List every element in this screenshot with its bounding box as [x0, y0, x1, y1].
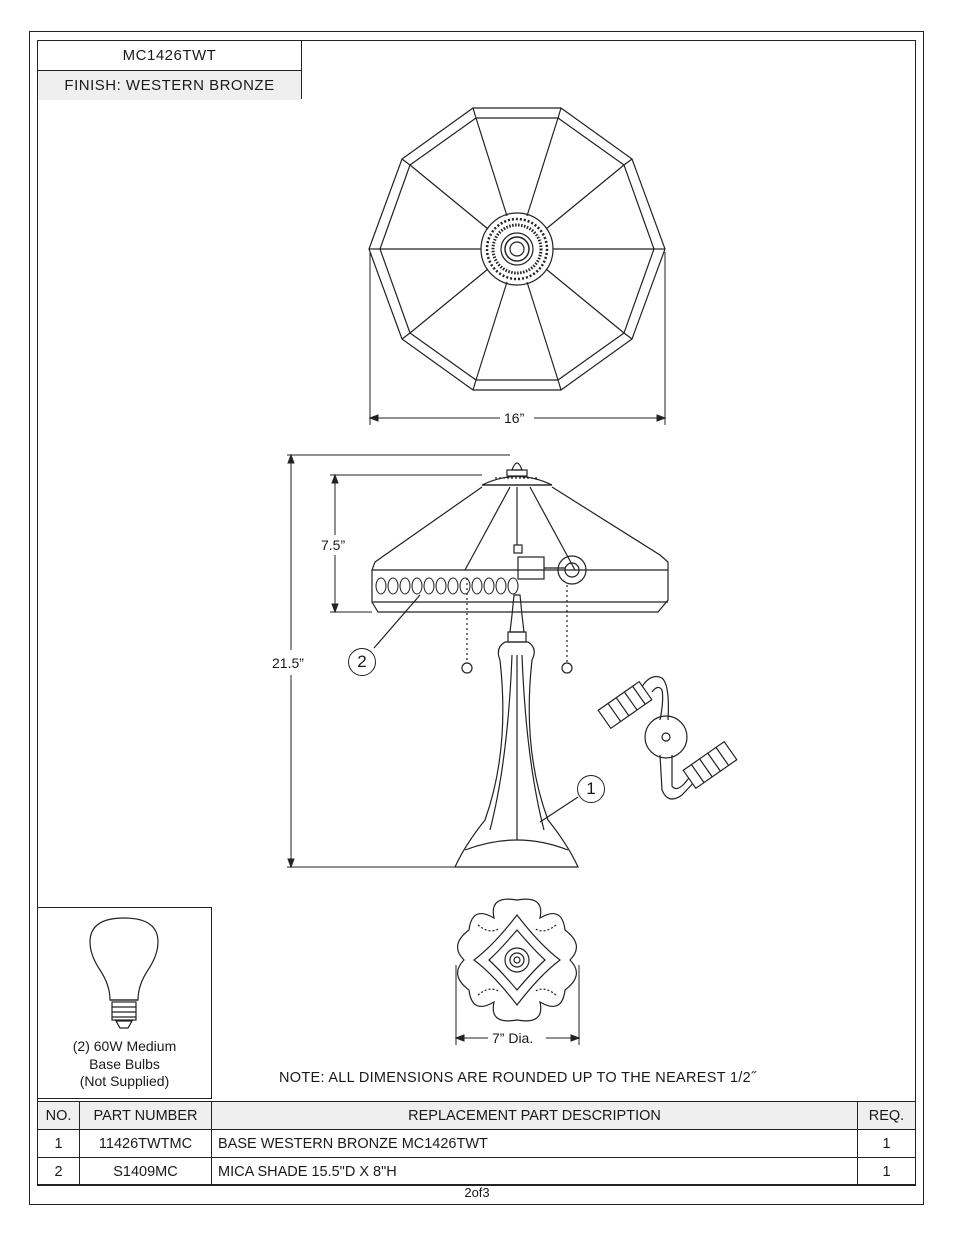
lamp-side-view: [372, 463, 668, 867]
overall-height-label: 21.5”: [272, 655, 304, 671]
shade-height-label: 7.5”: [321, 537, 346, 553]
finish-label: FINISH: WESTERN BRONZE: [38, 71, 301, 100]
socket-cluster: [598, 677, 737, 800]
width-dimension-line: [370, 252, 665, 425]
header-req: REQ.: [858, 1102, 916, 1130]
row-part-number: S1409MC: [80, 1158, 212, 1186]
header-part-number: PART NUMBER: [80, 1102, 212, 1130]
dimension-note: NOTE: ALL DIMENSIONS ARE ROUNDED UP TO THE NEAREST 1/2˝: [279, 1070, 757, 1086]
bulb-line-2: Base Bulbs: [89, 1055, 160, 1072]
header-no: NO.: [38, 1102, 80, 1130]
row-no: 2: [38, 1158, 80, 1186]
page-number: 2of3: [464, 1185, 490, 1200]
bulb-line-3: (Not Supplied): [79, 1073, 170, 1089]
table-row: [38, 1158, 916, 1186]
parts-table: [37, 1101, 916, 1186]
height-dimension-lines: [287, 455, 510, 867]
bulb-line-1: (2) 60W Medium: [72, 1038, 177, 1054]
row-no: 1: [38, 1130, 80, 1158]
base-diameter-label: 7” Dia.: [492, 1030, 534, 1046]
row-req: 1: [858, 1158, 916, 1186]
callout-shade: 2: [348, 648, 376, 676]
table-header-row: [38, 1102, 916, 1130]
row-description: MICA SHADE 15.5"D X 8"H: [212, 1158, 858, 1186]
shade-width-label: 16”: [504, 410, 525, 426]
model-number: MC1426TWT: [38, 41, 301, 71]
row-description: BASE WESTERN BRONZE MC1426TWT: [212, 1130, 858, 1158]
table-row: [38, 1130, 916, 1158]
row-part-number: 11426TWTMC: [80, 1130, 212, 1158]
bulb-info-text: [37, 1038, 212, 1091]
row-req: 1: [858, 1130, 916, 1158]
header-description: REPLACEMENT PART DESCRIPTION: [212, 1102, 858, 1130]
shade-top-view: [369, 108, 665, 390]
callout-base: 1: [577, 775, 605, 803]
base-bottom-view: [458, 899, 577, 1021]
